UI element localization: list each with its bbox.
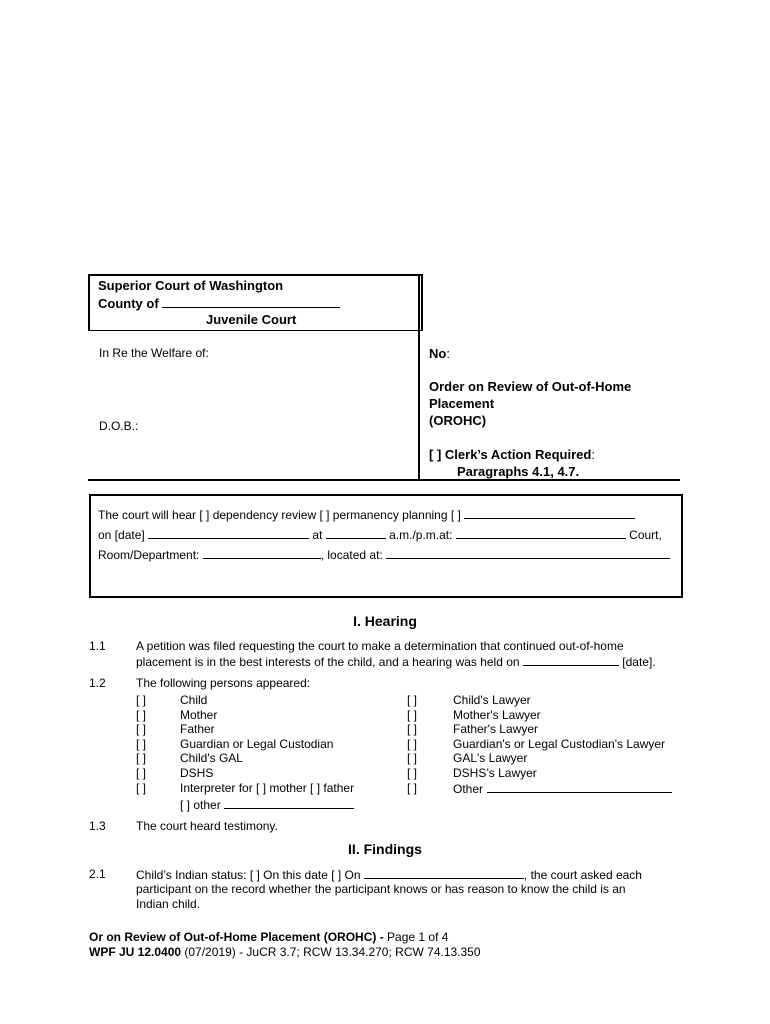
hearing-court-field[interactable] — [456, 526, 626, 539]
lawyer-label: Other — [453, 781, 672, 797]
location-field[interactable] — [386, 546, 670, 559]
person-checkbox[interactable]: [ ] — [136, 693, 147, 707]
lawyer-label: Mother's Lawyer — [453, 707, 541, 722]
hearing-date-field[interactable] — [148, 526, 309, 539]
footer-form-line: WPF JU 12.0400 (07/2019) - JuCR 3.7; RCW 13.34.270; RCW 74.13.350 — [89, 945, 481, 959]
person-label: Guardian or Legal Custodian — [180, 736, 334, 751]
order-title-line3: (OROHC) — [429, 413, 487, 428]
county-line: County of — [98, 295, 340, 311]
footer-title-line: Or on Review of Out-of-Home Placement (OROHC) - Page 1 of 4 — [89, 930, 449, 944]
lawyer-label: Child's Lawyer — [453, 693, 531, 707]
lawyer-checkbox[interactable]: [ ] — [407, 707, 418, 722]
clerk-checkbox[interactable]: [ ] — [429, 447, 442, 462]
section-findings-title: II. Findings — [348, 841, 422, 857]
lawyer-checkbox[interactable]: [ ] — [407, 766, 418, 780]
para-2-1-number: 2.1 — [89, 867, 106, 881]
para-1-3-number: 1.3 — [89, 819, 106, 833]
person-checkbox[interactable]: [ ] — [136, 707, 147, 722]
order-title-line2: Placement — [429, 396, 495, 411]
lawyer-label: Guardian's or Legal Custodian's Lawyer — [453, 736, 666, 751]
person-label: DSHS — [180, 766, 214, 780]
para-2-1-line1: Child’s Indian status: [ ] On this date [ ] On , the court asked each — [136, 868, 642, 882]
persons-appeared-intro: The following persons appeared: — [136, 676, 311, 690]
lawyer-checkbox[interactable]: [ ] — [407, 736, 418, 751]
para-2-1-line3: Indian child. — [136, 897, 201, 911]
lawyer-label: GAL's Lawyer — [453, 751, 528, 766]
hearing-time-field[interactable] — [326, 526, 386, 539]
court-title: Superior Court of Washington — [98, 278, 284, 293]
lawyer-label: Father's Lawyer — [453, 722, 538, 737]
caption-divider — [418, 274, 420, 480]
person-label: Interpreter for [ ] mother [ ] father — [180, 780, 355, 795]
hearing-line3: Room/Department: , located at: — [98, 546, 670, 563]
in-re-label: In Re the Welfare of: — [99, 346, 209, 360]
lawyer-checkbox[interactable]: [ ] — [407, 780, 418, 795]
room-department-field[interactable] — [203, 546, 321, 559]
person-checkbox[interactable]: [ ] — [136, 722, 147, 737]
hearing-line2: on [date] at a.m./p.m.at: Court, — [98, 528, 662, 542]
person-label: Child's GAL — [180, 751, 243, 766]
juvenile-court-label: Juvenile Court — [206, 312, 297, 327]
para-1-1-line2: placement is in the best interests of the child, and a hearing was held on [date]. — [136, 655, 656, 669]
caption-bottom-rule — [88, 479, 680, 481]
person-checkbox[interactable]: [ ] — [136, 766, 147, 780]
lawyer-checkbox[interactable]: [ ] — [407, 751, 418, 766]
person-checkbox[interactable]: [ ] — [136, 751, 147, 766]
other-person-field[interactable] — [224, 797, 354, 809]
lawyer-checkbox[interactable]: [ ] — [407, 722, 418, 737]
para-1-1-number: 1.1 — [89, 639, 106, 653]
hearing-other-field[interactable] — [464, 506, 635, 519]
clerk-paragraphs: Paragraphs 4.1, 4.7. — [457, 464, 580, 479]
hearing-line1: The court will hear [ ] dependency review [ ] permanency planning [ ] — [98, 506, 635, 523]
other-lawyer-field[interactable] — [487, 781, 672, 793]
person-label: Child — [180, 693, 208, 707]
para-1-1-line1: A petition was filed requesting the court to make a determination that continued out-of-home — [136, 639, 624, 653]
person-label: Mother — [180, 707, 218, 722]
person-checkbox[interactable]: [ ] — [136, 780, 147, 795]
section-hearing-title: I. Hearing — [353, 613, 417, 629]
clerk-action-line: [ ] Clerk’s Action Required: — [429, 447, 595, 462]
county-field[interactable] — [162, 295, 340, 308]
para-1-2-number: 1.2 — [89, 676, 106, 690]
lawyer-checkbox[interactable]: [ ] — [407, 693, 418, 707]
case-number: No: — [429, 346, 450, 361]
other-person-line: [ ] other — [180, 797, 354, 813]
para-2-1-line2: participant on the record whether the participant knows or has reason to know the child is an — [136, 882, 626, 896]
order-title-line1: Order on Review of Out-of-Home — [429, 379, 632, 394]
person-label: Father — [180, 722, 215, 737]
para-1-3-text: The court heard testimony. — [136, 819, 278, 833]
dob-label: D.O.B.: — [99, 419, 139, 433]
petition-hearing-date-field[interactable] — [523, 654, 619, 666]
indian-status-date-field[interactable] — [364, 867, 524, 879]
lawyer-label: DSHS’s Lawyer — [453, 766, 537, 780]
person-checkbox[interactable]: [ ] — [136, 736, 147, 751]
